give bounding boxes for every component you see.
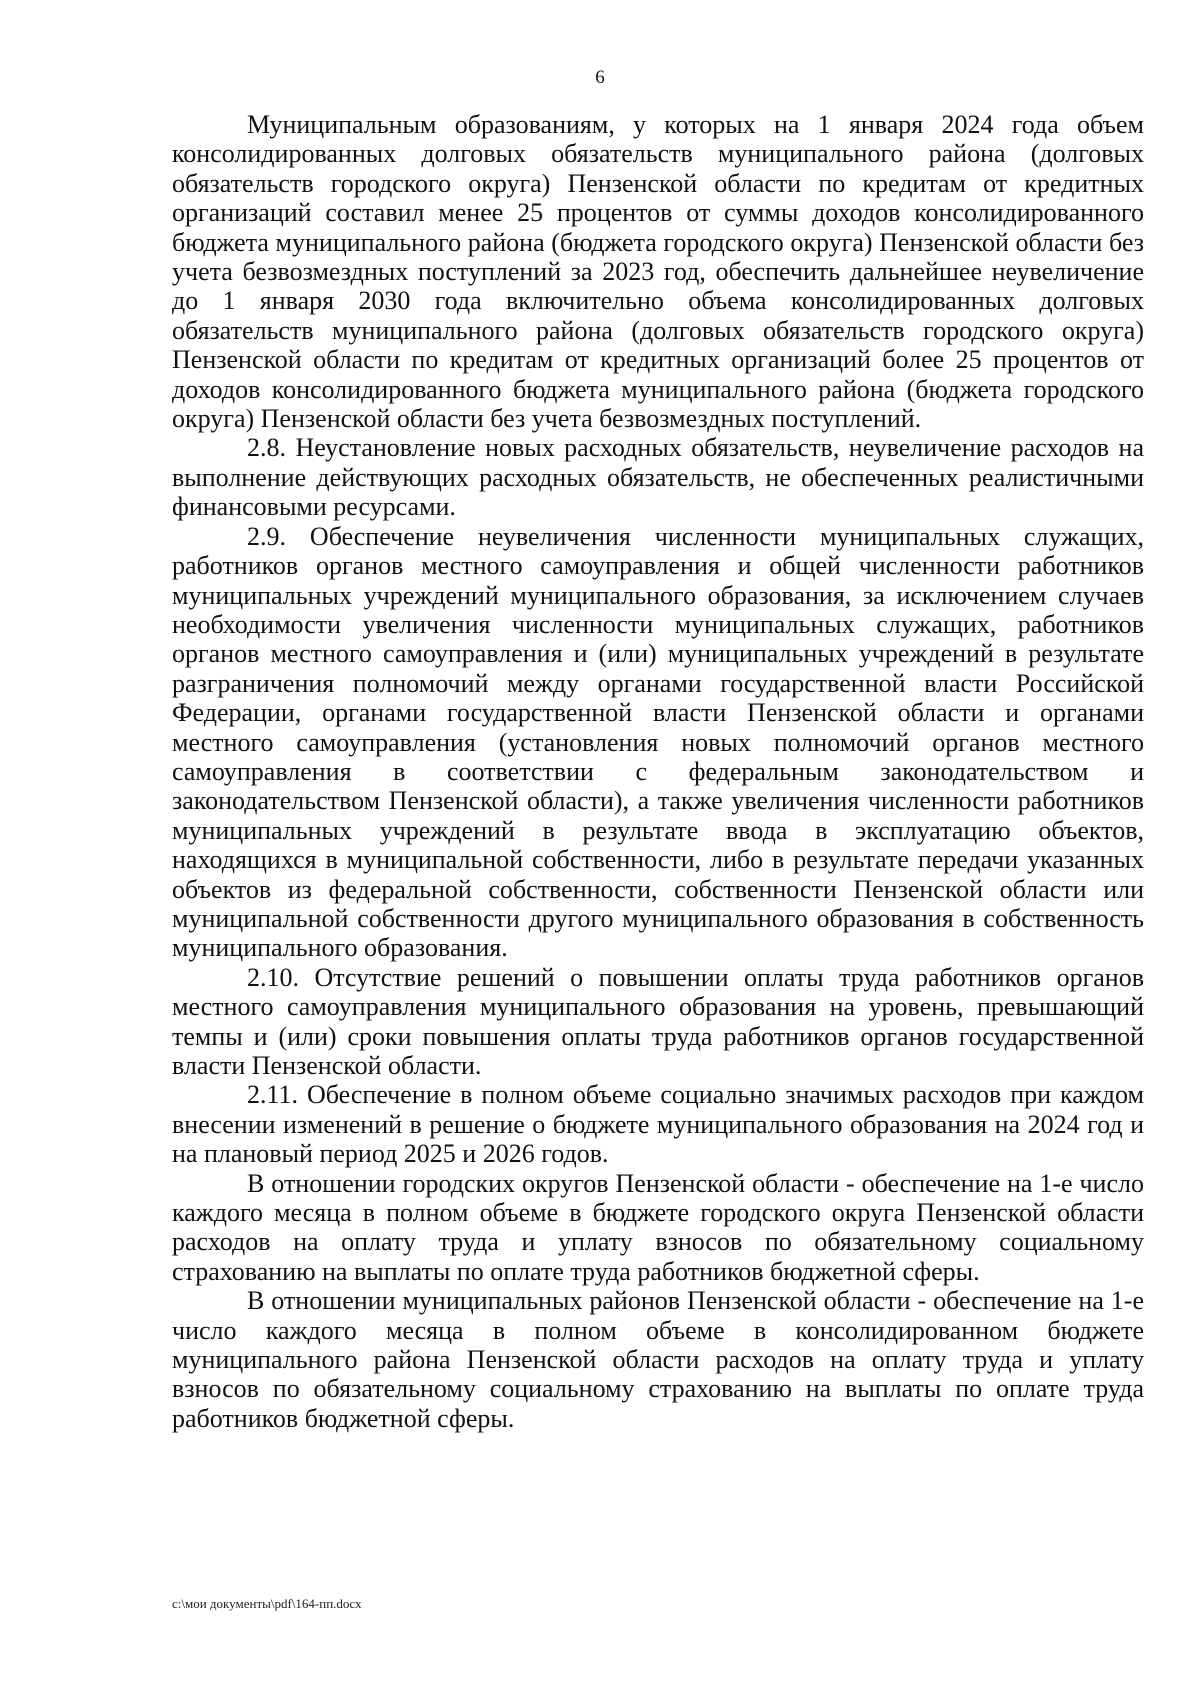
- paragraph-city-districts: В отношении городских округов Пензенской области - обеспечение на 1-е число каждого месяца в полном объеме в бюджете городского округа Пензенской области расходов на оплату труда и уплату взносов по обязательному социальному страхованию на выплаты по оплате труда работников бюджетной сферы.: [172, 1168, 1144, 1286]
- document-body: [172, 110, 1144, 1433]
- paragraph-debt-obligations: Муниципальным образованиям, у которых на 1 января 2024 года объем консолидированных долговых обязательств муниципального района (долговых обязательств городского округа) Пензенской области по кредитам от кредитных организаций составил менее 25 процентов от суммы доходов консолидированного бюджета муниципального района (бюджета городского округа) Пензенской области без учета безвозмездных поступлений за 2023 год, обеспечить дальнейшее неувеличение до 1 января 2030 года включительно объема консолидированных долговых обязательств муниципального района (долговых обязательств городского округа) Пензенской области по кредитам от кредитных организаций более 25 процентов от доходов консолидированного бюджета муниципального района (бюджета городского округа) Пензенской области без учета безвозмездных поступлений.: [172, 110, 1144, 434]
- paragraph-municipal-districts: В отношении муниципальных районов Пензенской области - обеспечение на 1-е число каждого месяца в полном объеме в консолидированном бюджете муниципального района Пензенской области расходов на оплату труда и уплату взносов по обязательному социальному страхованию на выплаты по оплате труда работников бюджетной сферы.: [172, 1286, 1144, 1433]
- paragraph-2-10: 2.10. Отсутствие решений о повышении оплаты труда работников органов местного самоуправления муниципального образования на уровень, превышающий темпы и (или) сроки повышения оплаты труда работников органов государственной власти Пензенской области.: [172, 962, 1144, 1080]
- paragraph-2-11: 2.11. Обеспечение в полном объеме социально значимых расходов при каждом внесении изменений в решение о бюджете муниципального образования на 2024 год и на плановый период 2025 и 2026 годов.: [172, 1080, 1144, 1169]
- paragraph-2-8: 2.8. Неустановление новых расходных обязательств, неувеличение расходов на выполнение действующих расходных обязательств, не обеспеченных реалистичными финансовыми ресурсами.: [172, 433, 1144, 522]
- paragraph-2-9: 2.9. Обеспечение неувеличения численности муниципальных служащих, работников органов местного самоуправления и общей численности работников муниципальных учреждений муниципального образования, за исключением случаев необходимости увеличения численности муниципальных служащих, работников органов местного самоуправления и (или) муниципальных учреждений в результате разграничения полномочий между органами государственной власти Российской Федерации, органами государственной власти Пензенской области и органами местного самоуправления (установления новых полномочий органов местного самоуправления в соответствии с федеральным законодательством и законодательством Пензенской области), а также увеличения численности работников муниципальных учреждений в результате ввода в эксплуатацию объектов, находящихся в муниципальной собственности, либо в результате передачи указанных объектов из федеральной собственности, собственности Пензенской области или муниципальной собственности другого муниципального образования в собственность муниципального образования.: [172, 521, 1144, 963]
- page-number: 6: [595, 67, 605, 88]
- footer-file-path: c:\мои документы\pdf\164-пп.docx: [172, 1596, 362, 1611]
